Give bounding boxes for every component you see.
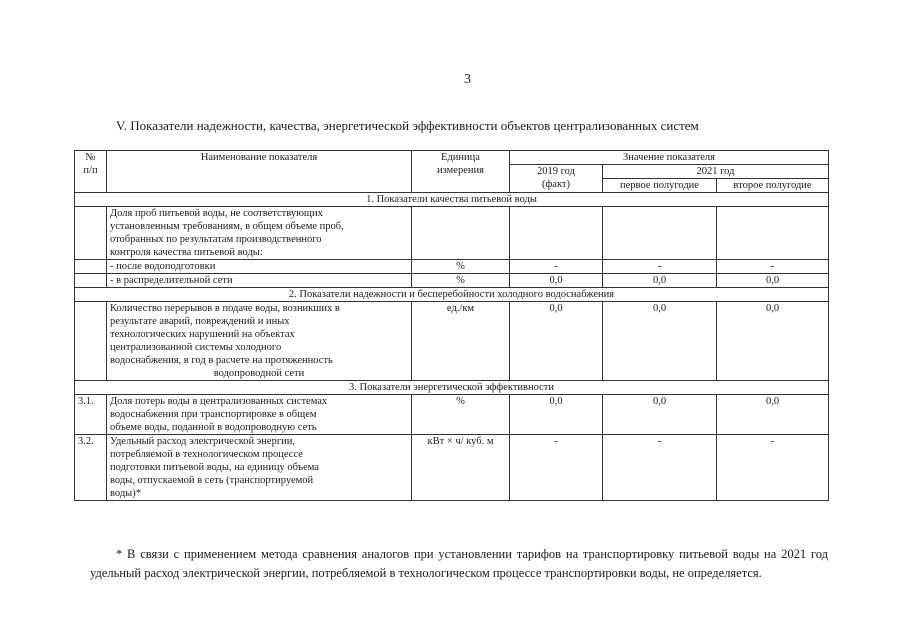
header-unit: Единица измерения — [412, 151, 510, 193]
header-2021: 2021 год — [603, 165, 829, 179]
header-2019: 2019 год (факт) — [510, 165, 603, 193]
footnote: * В связи с применением метода сравнения аналогов при установлении тарифов на транспортировку питьевой воды на 2021 год удельный расход электрической энергии, потребляемой в технологическом процессе транспортировки воды, не определяется. — [90, 547, 828, 580]
header-second-half: второе полугодие — [717, 179, 829, 193]
row-distribution-name: - в распределительной сети — [107, 274, 412, 288]
section-heading-3: 3. Показатели энергетической эффективности — [75, 381, 829, 395]
table-row: - в распределительной сети % 0,0 0,0 0,0 — [75, 274, 829, 288]
header-num: № п/п — [75, 151, 107, 193]
row-after-treatment-name: - после водоподготовки — [107, 260, 412, 274]
table-row: - после водоподготовки % - - - — [75, 260, 829, 274]
section-heading-2: 2. Показатели надежности и бесперебойности холодного водоснабжения — [75, 288, 829, 302]
header-first-half: первое полугодие — [603, 179, 717, 193]
table-row: 3.1. Доля потерь воды в централизованных системах водоснабжения при транспортировке в общем объеме воды, поданной в водопроводную сеть % 0,0 0,0 0,0 — [75, 395, 829, 435]
row-energy-consumption-name: Удельный расход электрической энергии, потребляемой в технологическом процессе подготовки питьевой воды, на единицу объема воды, отпускаемой в сеть (транспортируемой воды)* — [107, 435, 412, 501]
row-interruptions-name: Количество перерывов в подаче воды, возникших в результате аварий, повреждений и иных технологических нарушений на объектах централизованной системы холодного водоснабжения, в год в расчете на протяженность водопроводной сети — [107, 302, 412, 381]
indicators-table — [74, 150, 829, 501]
table-row: Количество перерывов в подаче воды, возникших в результате аварий, повреждений и иных технологических нарушений на объектах централизованной системы холодного водоснабжения, в год в расчете на протяженность водопроводной сети ед./км 0,0 0,0 0,0 — [75, 302, 829, 381]
row-number: 3.1. — [75, 395, 107, 435]
row-water-loss-name: Доля потерь воды в централизованных системах водоснабжения при транспортировке в общем объеме воды, поданной в водопроводную сеть — [107, 395, 412, 435]
section-title: V. Показатели надежности, качества, энергетической эффективности объектов централизованных систем — [116, 118, 699, 133]
row-number: 3.2. — [75, 435, 107, 501]
header-value: Значение показателя — [510, 151, 829, 165]
row-water-samples-name: Доля проб питьевой воды, не соответствующих установленным требованиям, в общем объеме проб, отобранных по результатам производственного контроля качества питьевой воды: — [107, 207, 412, 260]
header-name: Наименование показателя — [107, 151, 412, 193]
page-number: 3 — [464, 72, 471, 87]
table-row: 3.2. Удельный расход электрической энергии, потребляемой в технологическом процессе подготовки питьевой воды, на единицу объема воды, отпускаемой в сеть (транспортируемой воды)* кВт × ч/ куб. м - - - — [75, 435, 829, 501]
section-heading-1: 1. Показатели качества питьевой воды — [75, 193, 829, 207]
